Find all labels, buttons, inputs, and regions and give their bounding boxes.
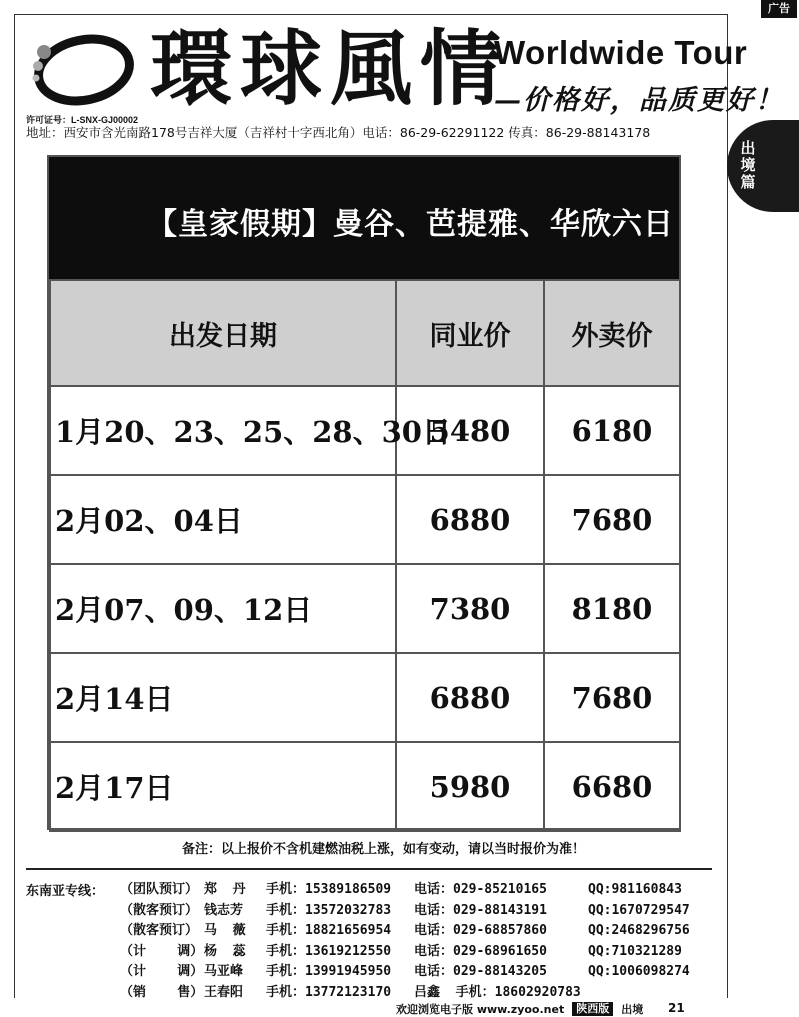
contact-name: 王春阳 — [204, 984, 244, 1000]
column-header-trade-price: 同业价 — [396, 280, 544, 386]
contact-name: 杨 蕊 — [204, 943, 246, 959]
contact-role: （散客预订） — [120, 923, 199, 938]
license-number: 许可证号：L-SNX-GJ00002 — [26, 115, 139, 125]
contact-phone: 电话：029-68857860 — [414, 923, 547, 938]
contact-qq: QQ:2468296756 — [588, 923, 690, 938]
column-header-retail-price: 外卖价 — [544, 280, 680, 386]
brand-name-en: Worldwide Tour — [494, 34, 748, 71]
trade-price: 5980 — [396, 742, 544, 831]
list-item — [120, 942, 690, 963]
product-title: 【皇家假期】曼谷、芭提雅、华欣六日 — [147, 207, 674, 242]
table-row — [50, 564, 680, 653]
retail-price: 6680 — [544, 742, 680, 831]
price-table-header — [50, 280, 680, 386]
contact-phone: 电话：029-85210165 — [414, 882, 547, 897]
product-title-bar — [49, 157, 679, 279]
column-header-date: 出发日期 — [50, 280, 396, 386]
contact-list — [120, 880, 690, 1003]
contact-role: （团队预订） — [120, 882, 199, 897]
trade-price: 6880 — [396, 475, 544, 564]
trade-price: 6880 — [396, 653, 544, 742]
page-footer — [396, 1002, 643, 1016]
edition-badge: 陕西版 — [572, 1002, 613, 1016]
price-remark: 备注：以上报价不含机建燃油税上涨，如有变动，请以当时报价为准！ — [182, 842, 586, 857]
contact-phone: 电话：029-88143191 — [414, 902, 547, 918]
price-table — [49, 279, 681, 832]
table-row — [50, 475, 680, 564]
footer-section: 出境 — [621, 1003, 644, 1016]
contact-mobile: 手机：15389186509 — [266, 882, 392, 897]
footer-website: 欢迎浏览电子版 www.zyoo.net — [396, 1003, 565, 1016]
contact-phone: 电话：029-68961650 — [414, 943, 547, 959]
list-item — [120, 880, 690, 901]
table-row — [50, 386, 680, 475]
contact-name: 钱志芳 — [204, 902, 244, 918]
departure-date: 2月02、04日 — [50, 475, 396, 564]
contact-mobile: 手机：13772123170 — [266, 984, 392, 1000]
contact-qq: QQ:1006098274 — [588, 964, 690, 979]
contact-mobile: 手机：13572032783 — [266, 902, 392, 918]
contact-name: 马 薇 — [204, 923, 246, 938]
contact-qq: QQ:710321289 — [588, 943, 682, 959]
company-address: 地址：西安市含光南路178号吉祥大厦（吉祥村十字西北角）电话：86-29-62291122 传真：86-29-88143178 — [26, 125, 651, 140]
list-item — [120, 962, 690, 983]
contacts-divider — [26, 868, 712, 870]
contacts-label: 东南亚专线： — [26, 884, 105, 899]
frame-top-border — [14, 14, 728, 15]
frame-left-border — [14, 14, 15, 998]
list-item — [120, 901, 690, 922]
trade-price: 7380 — [396, 564, 544, 653]
table-row — [50, 653, 680, 742]
list-item — [120, 983, 690, 1004]
globe-logo-icon — [24, 30, 134, 110]
contact-mobile: 手机：13991945950 — [266, 964, 392, 979]
departure-date: 1月20、23、25、28、30日 — [50, 386, 396, 475]
retail-price: 8180 — [544, 564, 680, 653]
contact-role: （计 调） — [120, 964, 204, 979]
contact-name: 郑 丹 — [204, 882, 246, 897]
departure-date: 2月14日 — [50, 653, 396, 742]
retail-price: 6180 — [544, 386, 680, 475]
trade-price: 5480 — [396, 386, 544, 475]
ad-label: 广告 — [761, 0, 797, 18]
list-item — [120, 921, 690, 942]
contact-role: （计 调） — [120, 943, 204, 959]
section-side-tab-label: 出境篇 — [740, 139, 756, 191]
retail-price: 7680 — [544, 653, 680, 742]
contact-name: 马亚峰 — [204, 964, 244, 979]
retail-price: 7680 — [544, 475, 680, 564]
contact-role: （散客预订） — [120, 902, 199, 918]
table-row — [50, 742, 680, 831]
departure-date: 2月17日 — [50, 742, 396, 831]
contact-qq: QQ:1670729547 — [588, 902, 690, 918]
contact-phone: 电话：029-88143205 — [414, 964, 547, 979]
departure-date: 2月07、09、12日 — [50, 564, 396, 653]
contact-mobile: 手机：13619212550 — [266, 943, 392, 959]
contact-mobile: 手机：18821656954 — [266, 923, 392, 938]
page-number: 21 — [668, 1001, 685, 1015]
contact-phone: 吕鑫 手机：18602920783 — [414, 984, 581, 1000]
brand-name-cn: 環球風情 — [150, 22, 511, 117]
brand-slogan: —价格好，品质更好！ — [494, 85, 784, 116]
contact-qq: QQ:981160843 — [588, 882, 682, 897]
price-table-box — [47, 155, 681, 830]
contact-role: （销 售） — [120, 984, 204, 1000]
